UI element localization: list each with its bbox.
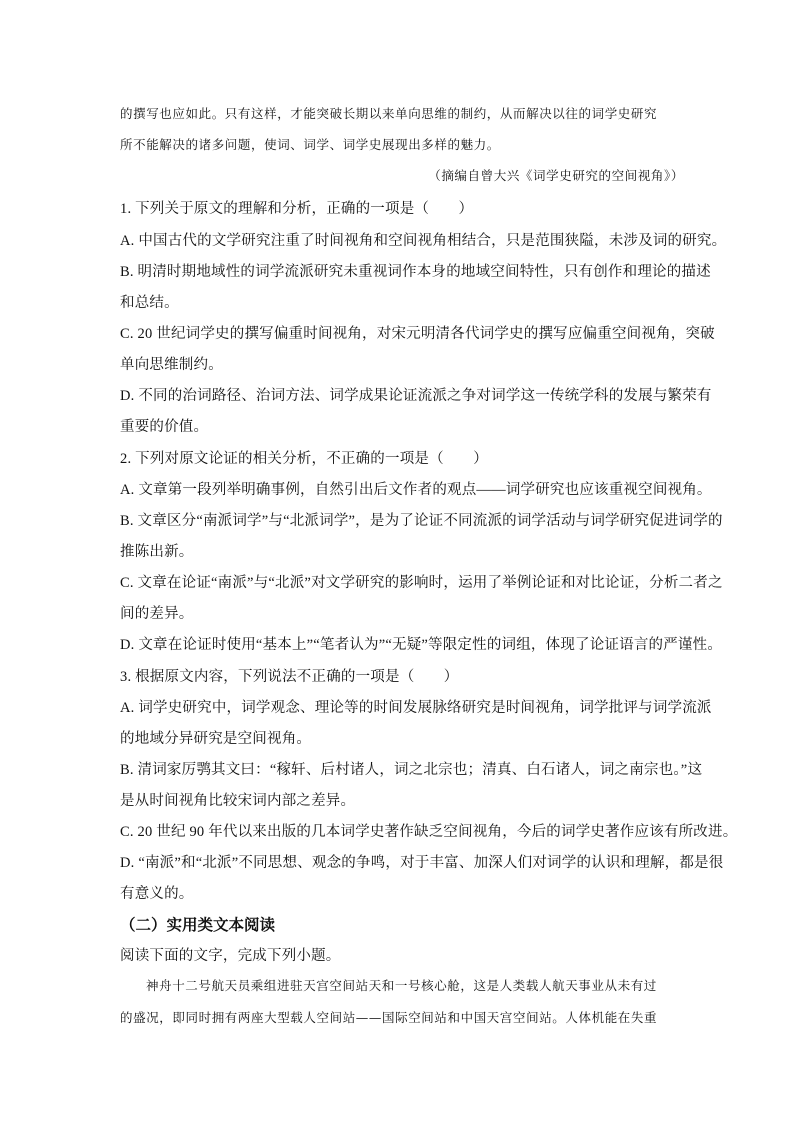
question-1-option-c-cont: 单向思维制约。 — [120, 357, 223, 373]
question-1-option-d: D. 不同的治词路径、治词方法、词学成果论证流派之争对词学这一传统学科的发展与繁荣有 — [120, 388, 712, 404]
question-3-option-b-cont: 是从时间视角比较宋词内部之差异。 — [120, 793, 356, 809]
question-3-option-a-cont: 的地域分异研究是空间视角。 — [120, 731, 312, 747]
source-citation: （摘编自曾大兴《词学史研究的空间视角》） — [428, 168, 684, 183]
passage2-line-2: 的盛况，即同时拥有两座大型载人空间站——国际空间站和中国天宫空间站。人体机能在失重 — [120, 1010, 658, 1025]
passage2-line-1: 神舟十二号航天员乘组进驻天宫空间站天和一号核心舱，这是人类载人航天事业从未有过 — [146, 978, 657, 993]
question-2-option-d: D. 文章在论证时使用“基本上”“笔者认为”“无疑”等限定性的词组，体现了论证语言的严谨性。 — [120, 637, 723, 653]
question-3-stem: 3. 根据原文内容，下列说法不正确的一项是（ ） — [120, 669, 459, 685]
question-3-option-a: A. 词学史研究中，词学观念、理论等的时间发展脉络研究是时间视角，词学批评与词学流派 — [120, 700, 712, 716]
question-3-option-b: B. 清词家厉鹗其文曰：“稼轩、后村诸人，词之北宗也；清真、白石诸人，词之南宗也。”这 — [120, 762, 703, 778]
question-3-option-c: C. 20 世纪 90 年代以来出版的几本词学史著作缺乏空间视角，今后的词学史著作应该有所改进。 — [120, 824, 738, 840]
question-1-stem: 1. 下列关于原文的理解和分析，正确的一项是（ ） — [120, 201, 474, 217]
question-2-option-c-cont: 间的差异。 — [120, 606, 194, 622]
passage-tail-line-1: 的撰写也应如此。只有这样，才能突破长期以来单向思维的制约，从而解决以往的词学史研究 — [120, 106, 658, 121]
question-2-option-a: A. 文章第一段列举明确事例，自然引出后文作者的观点——词学研究也应该重视空间视角。 — [120, 482, 712, 498]
question-3-option-d-cont: 有意义的。 — [120, 886, 194, 902]
passage-tail-line-2: 所不能解决的诸多问题，使词、词学、词学史展现出多样的魅力。 — [120, 137, 500, 152]
question-1-option-a: A. 中国古代的文学研究注重了时间视角和空间视角相结合，只是范围狭隘，未涉及词的研究。 — [120, 233, 727, 249]
question-1-option-b: B. 明清时期地域性的词学流派研究未重视词作本身的地域空间特性，只有创作和理论的描述 — [120, 264, 711, 280]
question-1-option-d-cont: 重要的价值。 — [120, 419, 209, 435]
question-2-option-c: C. 文章在论证“南派”与“北派”对文学研究的影响时，运用了举例论证和对比论证，分析二者之 — [120, 575, 723, 591]
question-1-option-b-cont: 和总结。 — [120, 295, 179, 311]
question-2-option-b: B. 文章区分“南派词学”与“北派词学”，是为了论证不同流派的词学活动与词学研究促进词学的 — [120, 513, 723, 529]
section-heading: （二）实用类文本阅读 — [120, 916, 276, 934]
question-1-option-c: C. 20 世纪词学史的撰写偏重时间视角，对宋元明清各代词学史的撰写应偏重空间视角，突破 — [120, 326, 715, 342]
reading-instruction: 阅读下面的文字，完成下列小题。 — [120, 948, 341, 964]
question-3-option-d: D. “南派”和“北派”不同思想、观念的争鸣，对于丰富、加深人们对词学的认识和理解，都是很 — [120, 855, 724, 871]
question-2-option-b-cont: 推陈出新。 — [120, 544, 194, 560]
question-2-stem: 2. 下列对原文论证的相关分析，不正确的一项是（ ） — [120, 451, 488, 467]
